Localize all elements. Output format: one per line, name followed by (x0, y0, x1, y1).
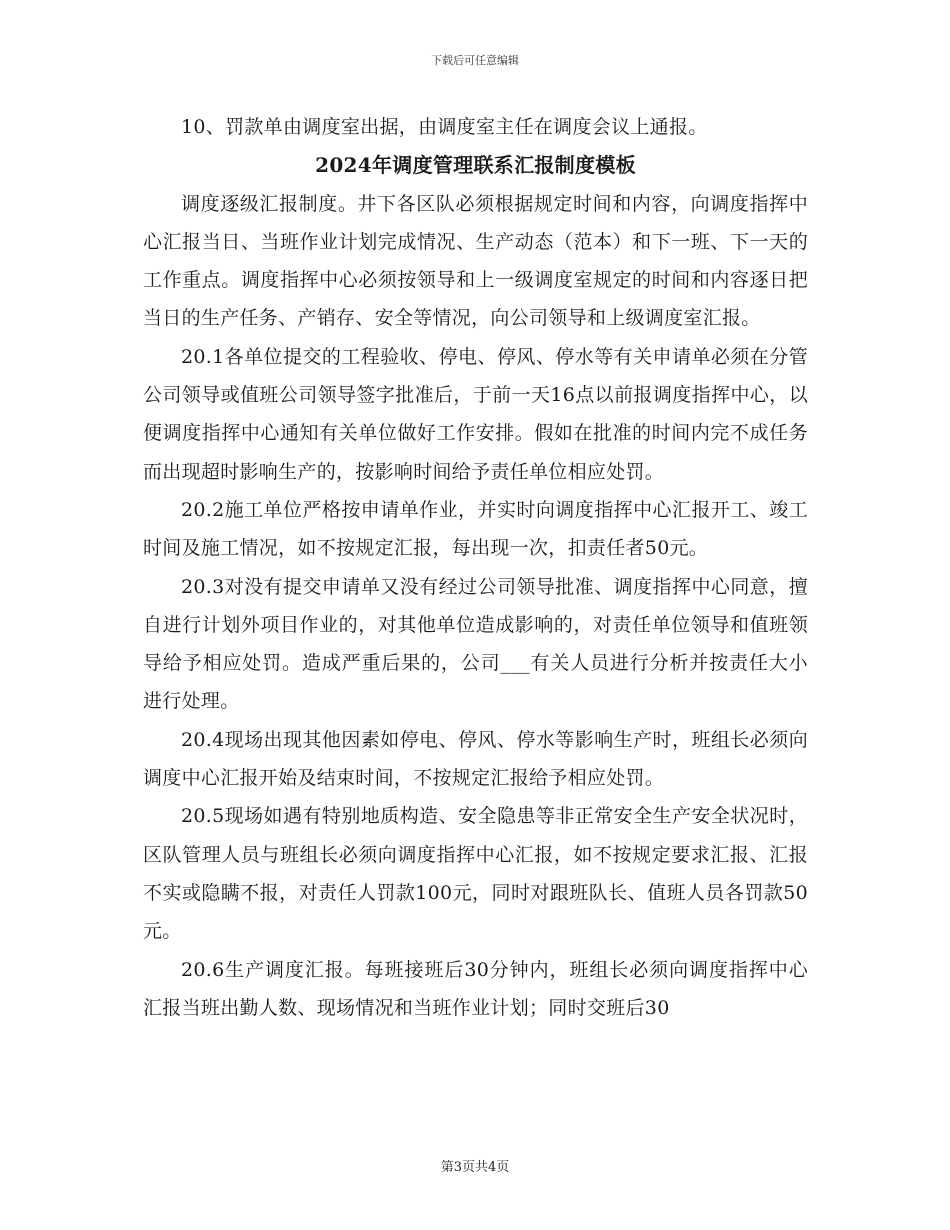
paragraph-20-1: 20.1各单位提交的工程验收、停电、停风、停水等有关申请单必须在分管公司领导或值班公司领导签字批准后，于前一天16点以前报调度指挥中心，以便调度指挥中心通知有关单位做好工作安排。假如在批准的时间内完不成任务而出现超时影响生产的，按影响时间给予责任单位相应处罚。 (143, 345, 808, 483)
page-number: 第3页共4页 (440, 1160, 510, 1175)
paragraph-overview: 调度逐级汇报制度。井下各区队必须根据规定时间和内容，向调度指挥中心汇报当日、当班作业计划完成情况、生产动态（范本）和下一班、下一天的工作重点。调度指挥中心必须按领导和上一级调度室规定的时间和内容逐日把当日的生产任务、产销存、安全等情况，向公司领导和上级调度室汇报。 (143, 192, 808, 330)
paragraph-20-6: 20.6生产调度汇报。每班接班后30分钟内，班组长必须向调度指挥中心汇报当班出勤人数、现场情况和当班作业计划；同时交班后30 (143, 958, 808, 1019)
document-body (143, 108, 808, 1027)
paragraph-20-2: 20.2施工单位严格按申请单作业，并实时向调度指挥中心汇报开工、竣工时间及施工情况，如不按规定汇报，每出现一次，扣责任者50元。 (143, 498, 808, 560)
paragraph-20-4: 20.4现场出现其他因素如停电、停风、停水等影响生产时，班组长必须向调度中心汇报开始及结束时间，不按规定汇报给予相应处罚。 (143, 728, 808, 790)
paragraph-20-3: 20.3对没有提交申请单又没有经过公司领导批准、调度指挥中心同意，擅自进行计划外项目作业的，对其他单位造成影响的，对责任单位领导和值班领导给予相应处罚。造成严重后果的，公司___有关人员进行分析并按责任大小进行处理。 (143, 575, 808, 713)
document-title: 2024年调度管理联系汇报制度模板 (315, 153, 636, 178)
intro-paragraph: 10、罚款单由调度室出据，由调度室主任在调度会议上通报。 (181, 116, 708, 138)
paragraph-20-5: 20.5现场如遇有特别地质构造、安全隐患等非正常安全生产安全状况时，区队管理人员与班组长必须向调度指挥中心汇报，如不按规定要求汇报、汇报不实或隐瞒不报，对责任人罚款100元，同时对跟班队长、值班人员各罚款50元。 (143, 805, 808, 943)
page-header: 下载后可任意编辑 (431, 54, 519, 67)
